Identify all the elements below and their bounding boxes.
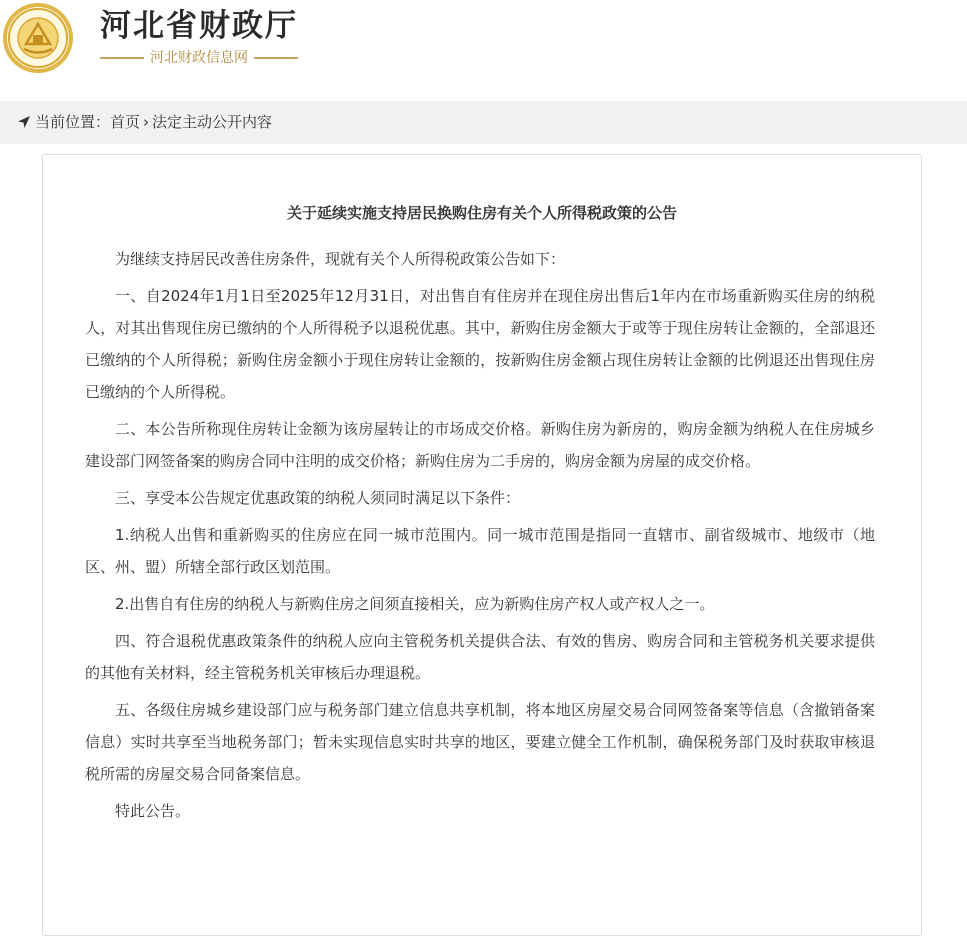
article-paragraph: 一、自2024年1月1日至2025年12月31日，对出售自有住房并在现住房出售后1年内在市场重新购买住房的纳税人，对其出售现住房已缴纳的个人所得税予以退税优惠。其中，新购住房金额大于或等于现住房转让金额的，全部退还已缴纳的个人所得税；新购住房金额小于现住房转让金额的，按新购住房金额占现住房转让金额的比例退还出售现住房已缴纳的个人所得税。 xyxy=(85,287,875,401)
breadcrumb-separator: › xyxy=(143,113,150,131)
site-subtitle xyxy=(100,48,298,68)
hebei-finance-emblem-icon[interactable] xyxy=(2,2,74,74)
breadcrumb xyxy=(0,101,967,144)
article-title: 关于延续实施支持居民换购住房有关个人所得税政策的公告 xyxy=(286,204,677,222)
article-paragraph: 1.纳税人出售和重新购买的住房应在同一城市范围内。同一城市范围是指同一直辖市、副省级城市、地级市（地区、州、盟）所辖全部行政区划范围。 xyxy=(85,526,875,576)
article-paragraph: 五、各级住房城乡建设部门应与税务部门建立信息共享机制，将本地区房屋交易合同网签备案等信息（含撤销备案信息）实时共享至当地税务部门；暂未实现信息实时共享的地区，要建立健全工作机制，确保税务部门及时获取审核退税所需的房屋交易合同备案信息。 xyxy=(85,701,875,783)
article-container xyxy=(42,154,922,936)
site-subtitle-text: 河北财政信息网 xyxy=(144,50,254,66)
article-paragraph: 2.出售自有住房的纳税人与新购住房之间须直接相关，应为新购住房产权人或产权人之一。 xyxy=(115,595,715,613)
site-title: 河北省财政厅 xyxy=(100,8,298,44)
breadcrumb-current: 法定主动公开内容 xyxy=(152,113,273,131)
location-arrow-icon xyxy=(17,115,31,129)
article-paragraph: 四、符合退税优惠政策条件的纳税人应向主管税务机关提供合法、有效的售房、购房合同和主管税务机关要求提供的其他有关材料，经主管税务机关审核后办理退税。 xyxy=(85,632,875,682)
site-subtitle-group xyxy=(100,48,298,68)
breadcrumb-trail xyxy=(17,101,272,144)
breadcrumb-prefix: 当前位置： xyxy=(35,113,111,131)
article-paragraph: 二、本公告所称现住房转让金额为该房屋转让的市场成交价格。新购住房为新房的，购房金额为纳税人在住房城乡建设部门网签备案的购房合同中注明的成交价格；新购住房为二手房的，购房金额为房屋的成交价格。 xyxy=(85,420,875,470)
article-paragraph: 三、享受本公告规定优惠政策的纳税人须同时满足以下条件： xyxy=(115,489,521,507)
article-paragraph: 特此公告。 xyxy=(115,802,191,820)
article-body xyxy=(85,243,875,832)
site-header xyxy=(0,0,967,100)
article-paragraph: 为继续支持居民改善住房条件，现就有关个人所得税政策公告如下： xyxy=(115,250,566,268)
breadcrumb-home-link[interactable]: 首页 xyxy=(110,113,141,131)
